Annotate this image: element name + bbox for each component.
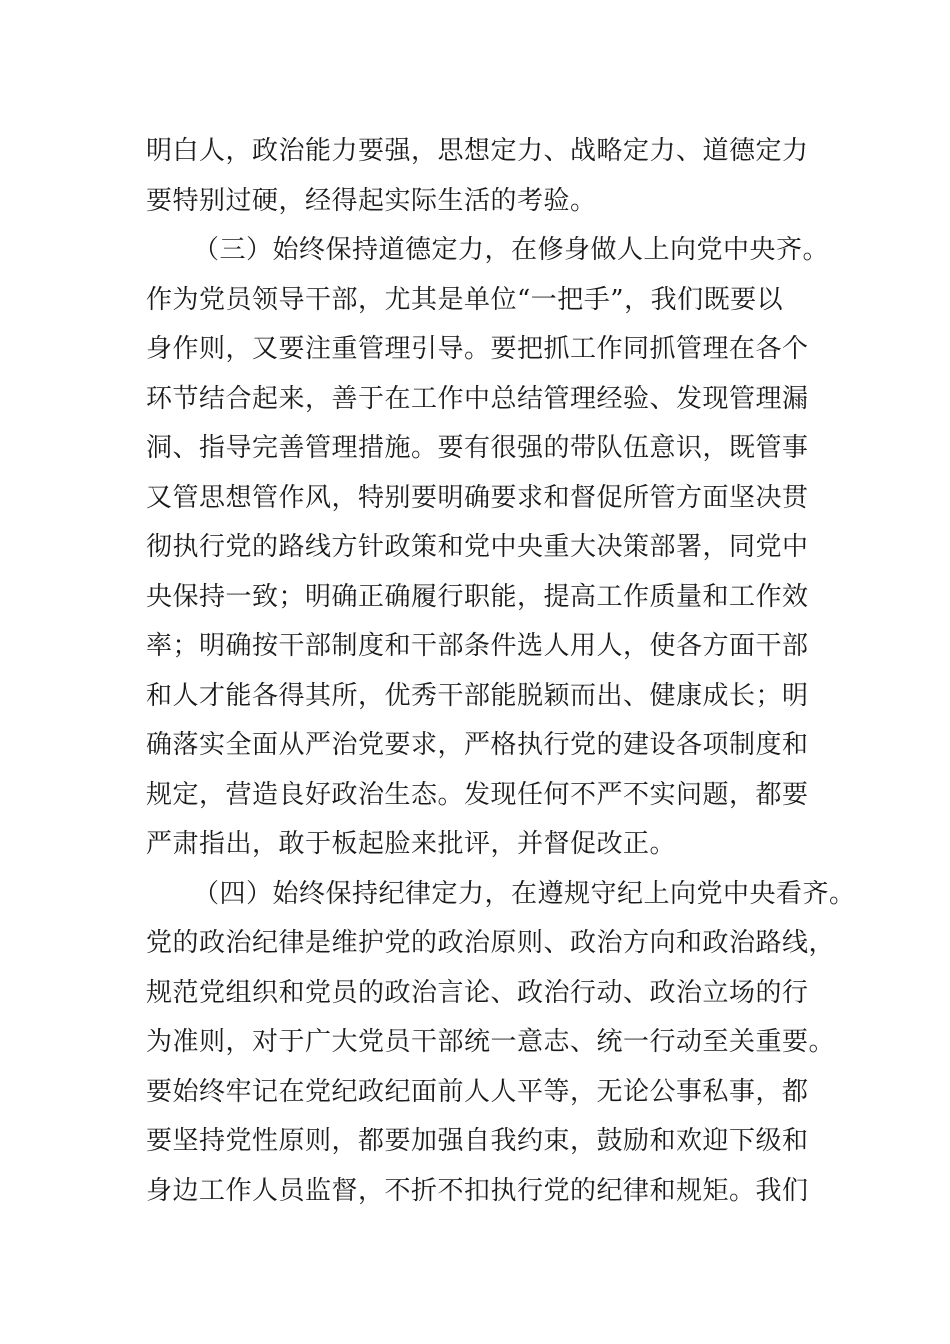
- text-line: 党的政治纪律是维护党的政治原则、政治方向和政治路线，: [146, 928, 836, 958]
- text-line: 又管思想管作风，特别要明确要求和督促所管方面坚决贯: [146, 482, 809, 513]
- text-line: 央保持一致；明确正确履行职能，提高工作质量和工作效: [146, 581, 809, 612]
- text-line: 彻执行党的路线方针政策和党中央重大决策部署，同党中: [146, 532, 809, 562]
- text-line: 和人才能各得其所，优秀干部能脱颖而出、健康成长；明: [146, 680, 809, 711]
- text-line: 洞、指导完善管理措施。要有很强的带队伍意识，既管事: [146, 433, 809, 463]
- text-line: 要特别过硬，经得起实际生活的考验。: [146, 185, 597, 216]
- text-line: 严肃指出，敢于板起脸来批评，并督促改正。: [146, 829, 677, 859]
- text-line: 环节结合起来，善于在工作中总结管理经验、发现管理漏: [146, 383, 809, 414]
- text-line: 作为党员领导干部，尤其是单位“一把手”，我们既要以: [146, 284, 784, 315]
- text-line: 身作则，又要注重管理引导。要把抓工作同抓管理在各个: [146, 334, 809, 364]
- text-line: 为准则，对于广大党员干部统一意志、统一行动至关重要。: [146, 1027, 836, 1057]
- text-line: 率；明确按干部制度和干部条件选人用人，使各方面干部: [146, 631, 809, 661]
- text-line: 要始终牢记在党纪政纪面前人人平等，无论公事私事，都: [146, 1076, 809, 1107]
- text-line: 确落实全面从严治党要求，严格执行党的建设各项制度和: [146, 730, 809, 760]
- section-heading-line: （四）始终保持纪律定力，在遵规守纪上向党中央看齐。: [193, 878, 856, 909]
- text-line: 要坚持党性原则，都要加强自我约束，鼓励和欢迎下级和: [146, 1126, 809, 1156]
- text-line: 规范党组织和党员的政治言论、政治行动、政治立场的行: [146, 977, 809, 1008]
- text-line: 身边工作人员监督，不折不扣执行党的纪律和规矩。我们: [146, 1175, 809, 1206]
- text-line: 规定，营造良好政治生态。发现任何不严不实问题，都要: [146, 779, 809, 810]
- text-line: 明白人，政治能力要强，思想定力、战略定力、道德定力: [146, 136, 809, 166]
- document-body: [146, 127, 856, 1216]
- section-heading-line: （三）始终保持道德定力，在修身做人上向党中央齐。: [193, 235, 830, 265]
